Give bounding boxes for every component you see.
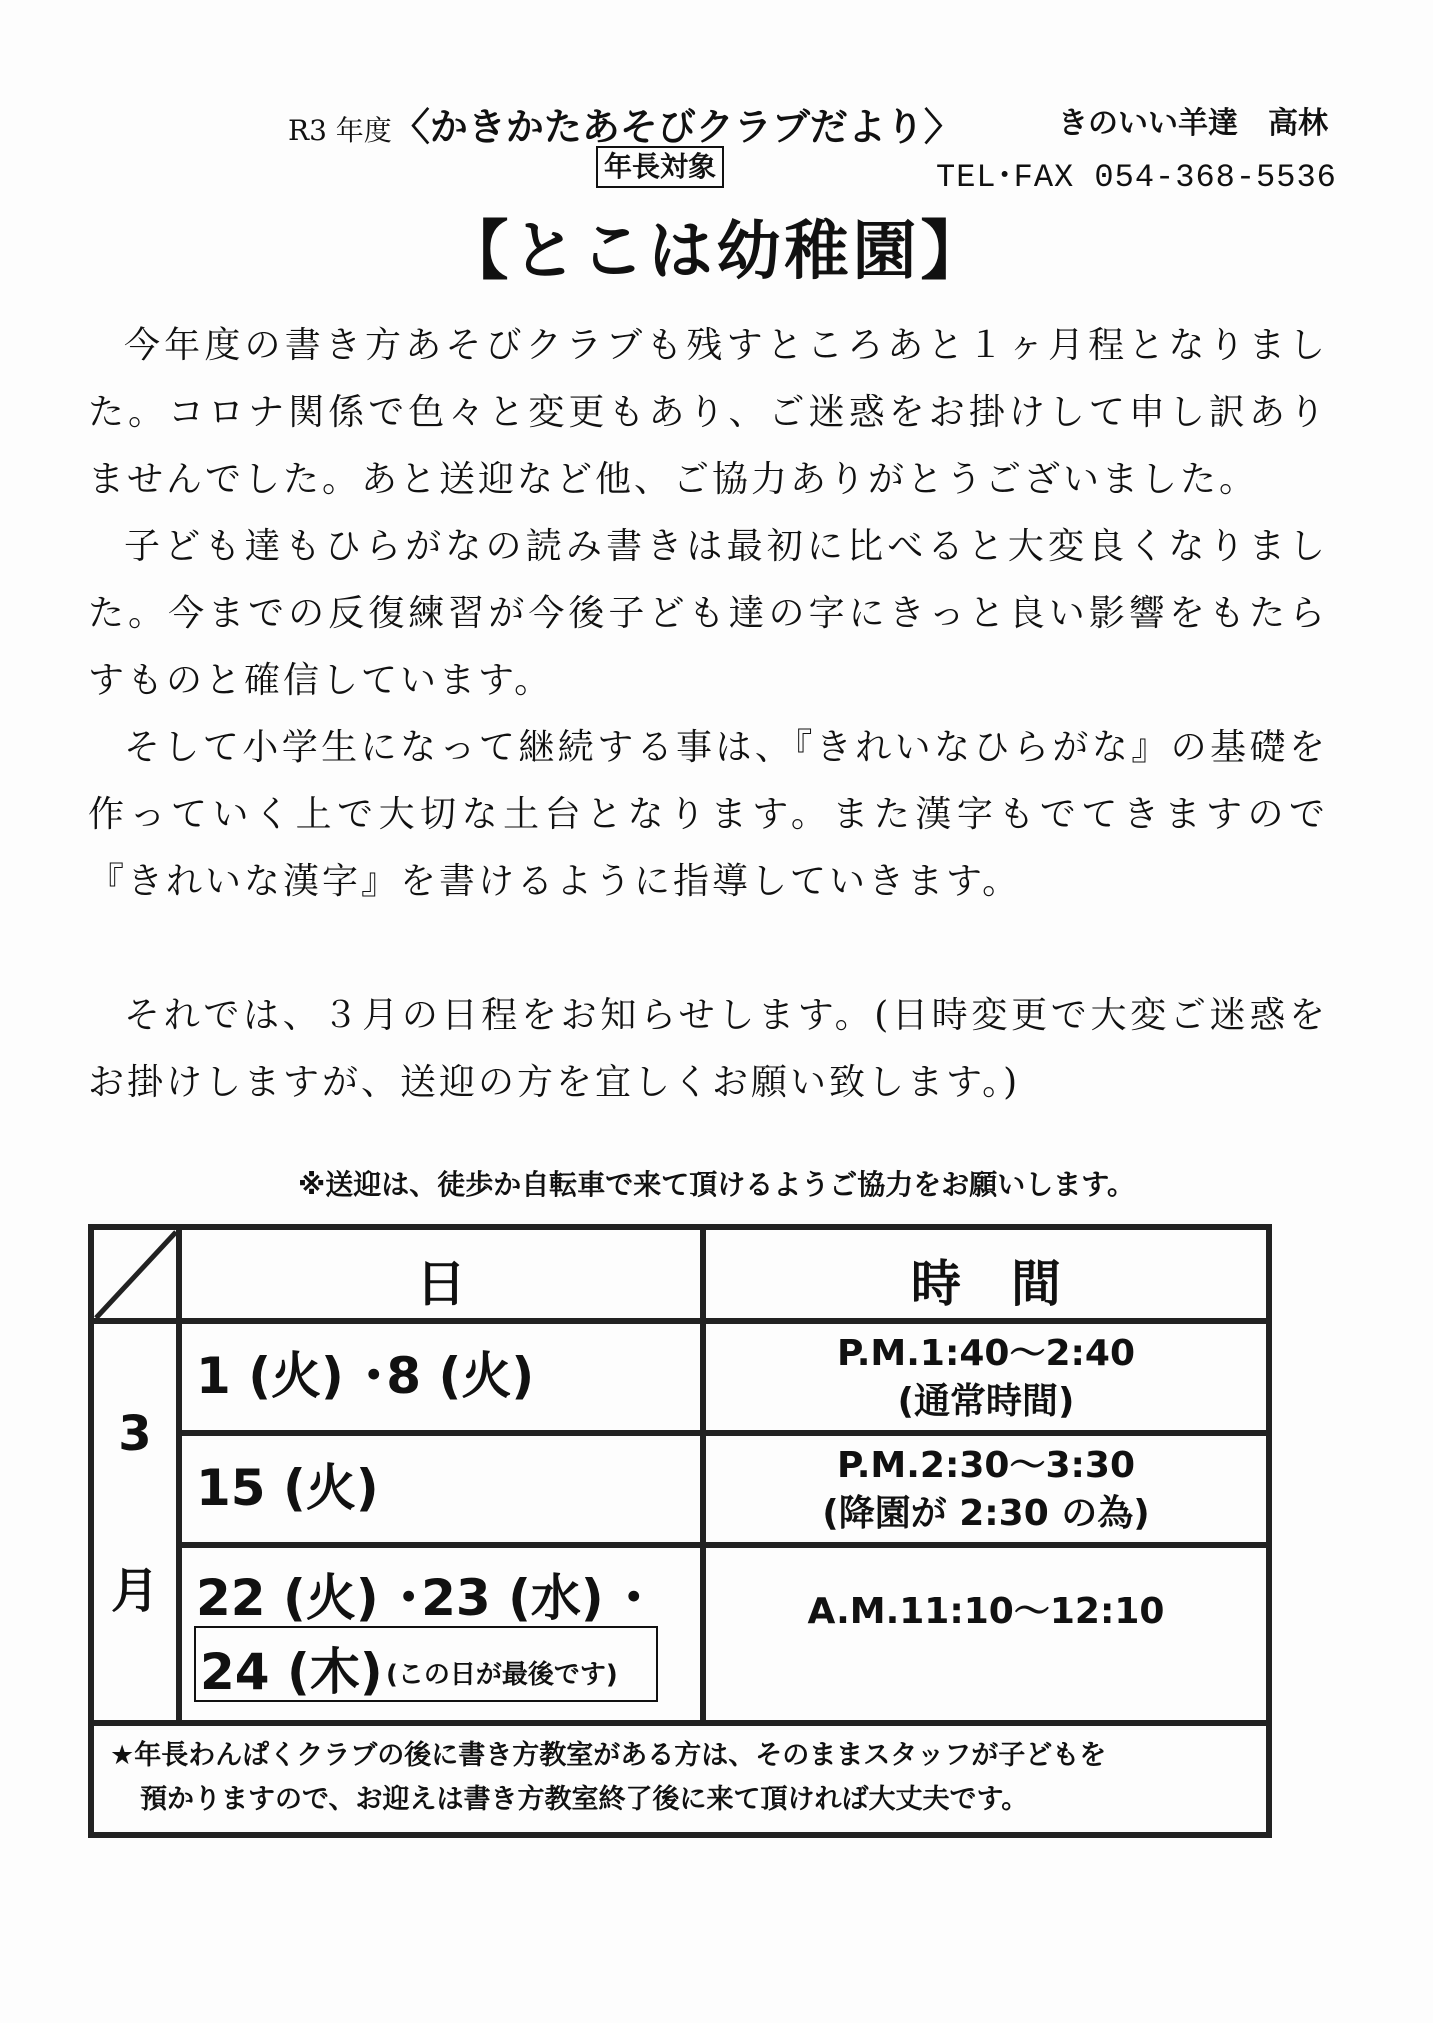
contact-number: TEL･FAX 054-368-5536 (936, 159, 1337, 196)
time-range: A.M.11:10～12:10 (807, 1591, 1165, 1632)
paragraph: それでは、３月の日程をお知らせします。(日時変更で大変ご迷惑をお掛けしますが、送迎の方を宜しくお願い致します。) (88, 995, 1328, 1103)
time-range: P.M.1:40～2:40 (836, 1333, 1136, 1374)
column-header-day: 日 (416, 1255, 466, 1313)
schedule-time (706, 1588, 1266, 1636)
time-note: (通常時間) (897, 1381, 1075, 1422)
footer-note-line: 預かりますので、お迎えは書き方教室終了後に来て頂ければ大丈夫です。 (140, 1784, 1029, 1815)
last-day-note: (この日が最後です) (386, 1660, 618, 1690)
row-divider (176, 1430, 1266, 1436)
paragraph: 子ども達もひらがなの読み書きは最初に比べると大変良くなりました。今までの反復練習が今後子ども達の字にきっと良い影響をもたらすものと確信しています。 (88, 526, 1328, 701)
newsletter-heading (288, 96, 962, 151)
schedule-date: 22 (火) ･23 (水) ･ (196, 1569, 647, 1627)
schedule-time (706, 1330, 1266, 1426)
newsletter-title: 〈かきかたあそびクラブだより〉 (391, 105, 962, 149)
message-body (88, 312, 1328, 1116)
year-prefix: R3 年度 (288, 114, 392, 147)
paragraph: そして小学生になって継続する事は、『きれいなひらがな』の基礎を作っていく上で大切な土台となります。また漢字もでてきますので『きれいな漢字』を書けるように指導していきます。 (88, 727, 1328, 902)
schedule-date-last: 24 (木) (200, 1643, 383, 1701)
schedule-table (88, 1224, 1272, 1838)
row-divider (176, 1542, 1266, 1548)
schedule-time (706, 1442, 1266, 1538)
corner-diagonal (94, 1230, 178, 1320)
page-title: 【とこは幼稚園】 (444, 215, 989, 289)
row-divider (94, 1318, 1266, 1324)
organization-name: きのいい羊達 高林 (1058, 106, 1328, 141)
footer-note (110, 1734, 1106, 1822)
target-badge: 年長対象 (596, 146, 724, 188)
schedule-date: 1 (火) ･8 (火) (196, 1347, 535, 1405)
column-header-time: 時 間 (911, 1255, 1061, 1313)
spacer (88, 915, 1328, 982)
time-range: P.M.2:30～3:30 (836, 1445, 1136, 1486)
schedule-date: 15 (火) (196, 1459, 379, 1517)
pickup-note: ※送迎は、徒歩か自転車で来て頂けるようご協力をお願いします。 (298, 1168, 1135, 1201)
time-note: (降園が 2:30 の為) (822, 1493, 1150, 1534)
month-unit: 月 (110, 1563, 159, 1619)
row-divider (94, 1720, 1266, 1726)
month-number: 3 (118, 1406, 152, 1462)
paragraph: 今年度の書き方あそびクラブも残すところあと１ヶ月程となりました。コロナ関係で色々と変更もあり、ご迷惑をお掛けして申し訳ありませんでした。あと送迎など他、ご協力ありがとうございました。 (88, 325, 1328, 500)
footer-note-line: ★年長わんぱくクラブの後に書き方教室がある方は、そのままスタッフが子どもを (110, 1740, 1107, 1771)
